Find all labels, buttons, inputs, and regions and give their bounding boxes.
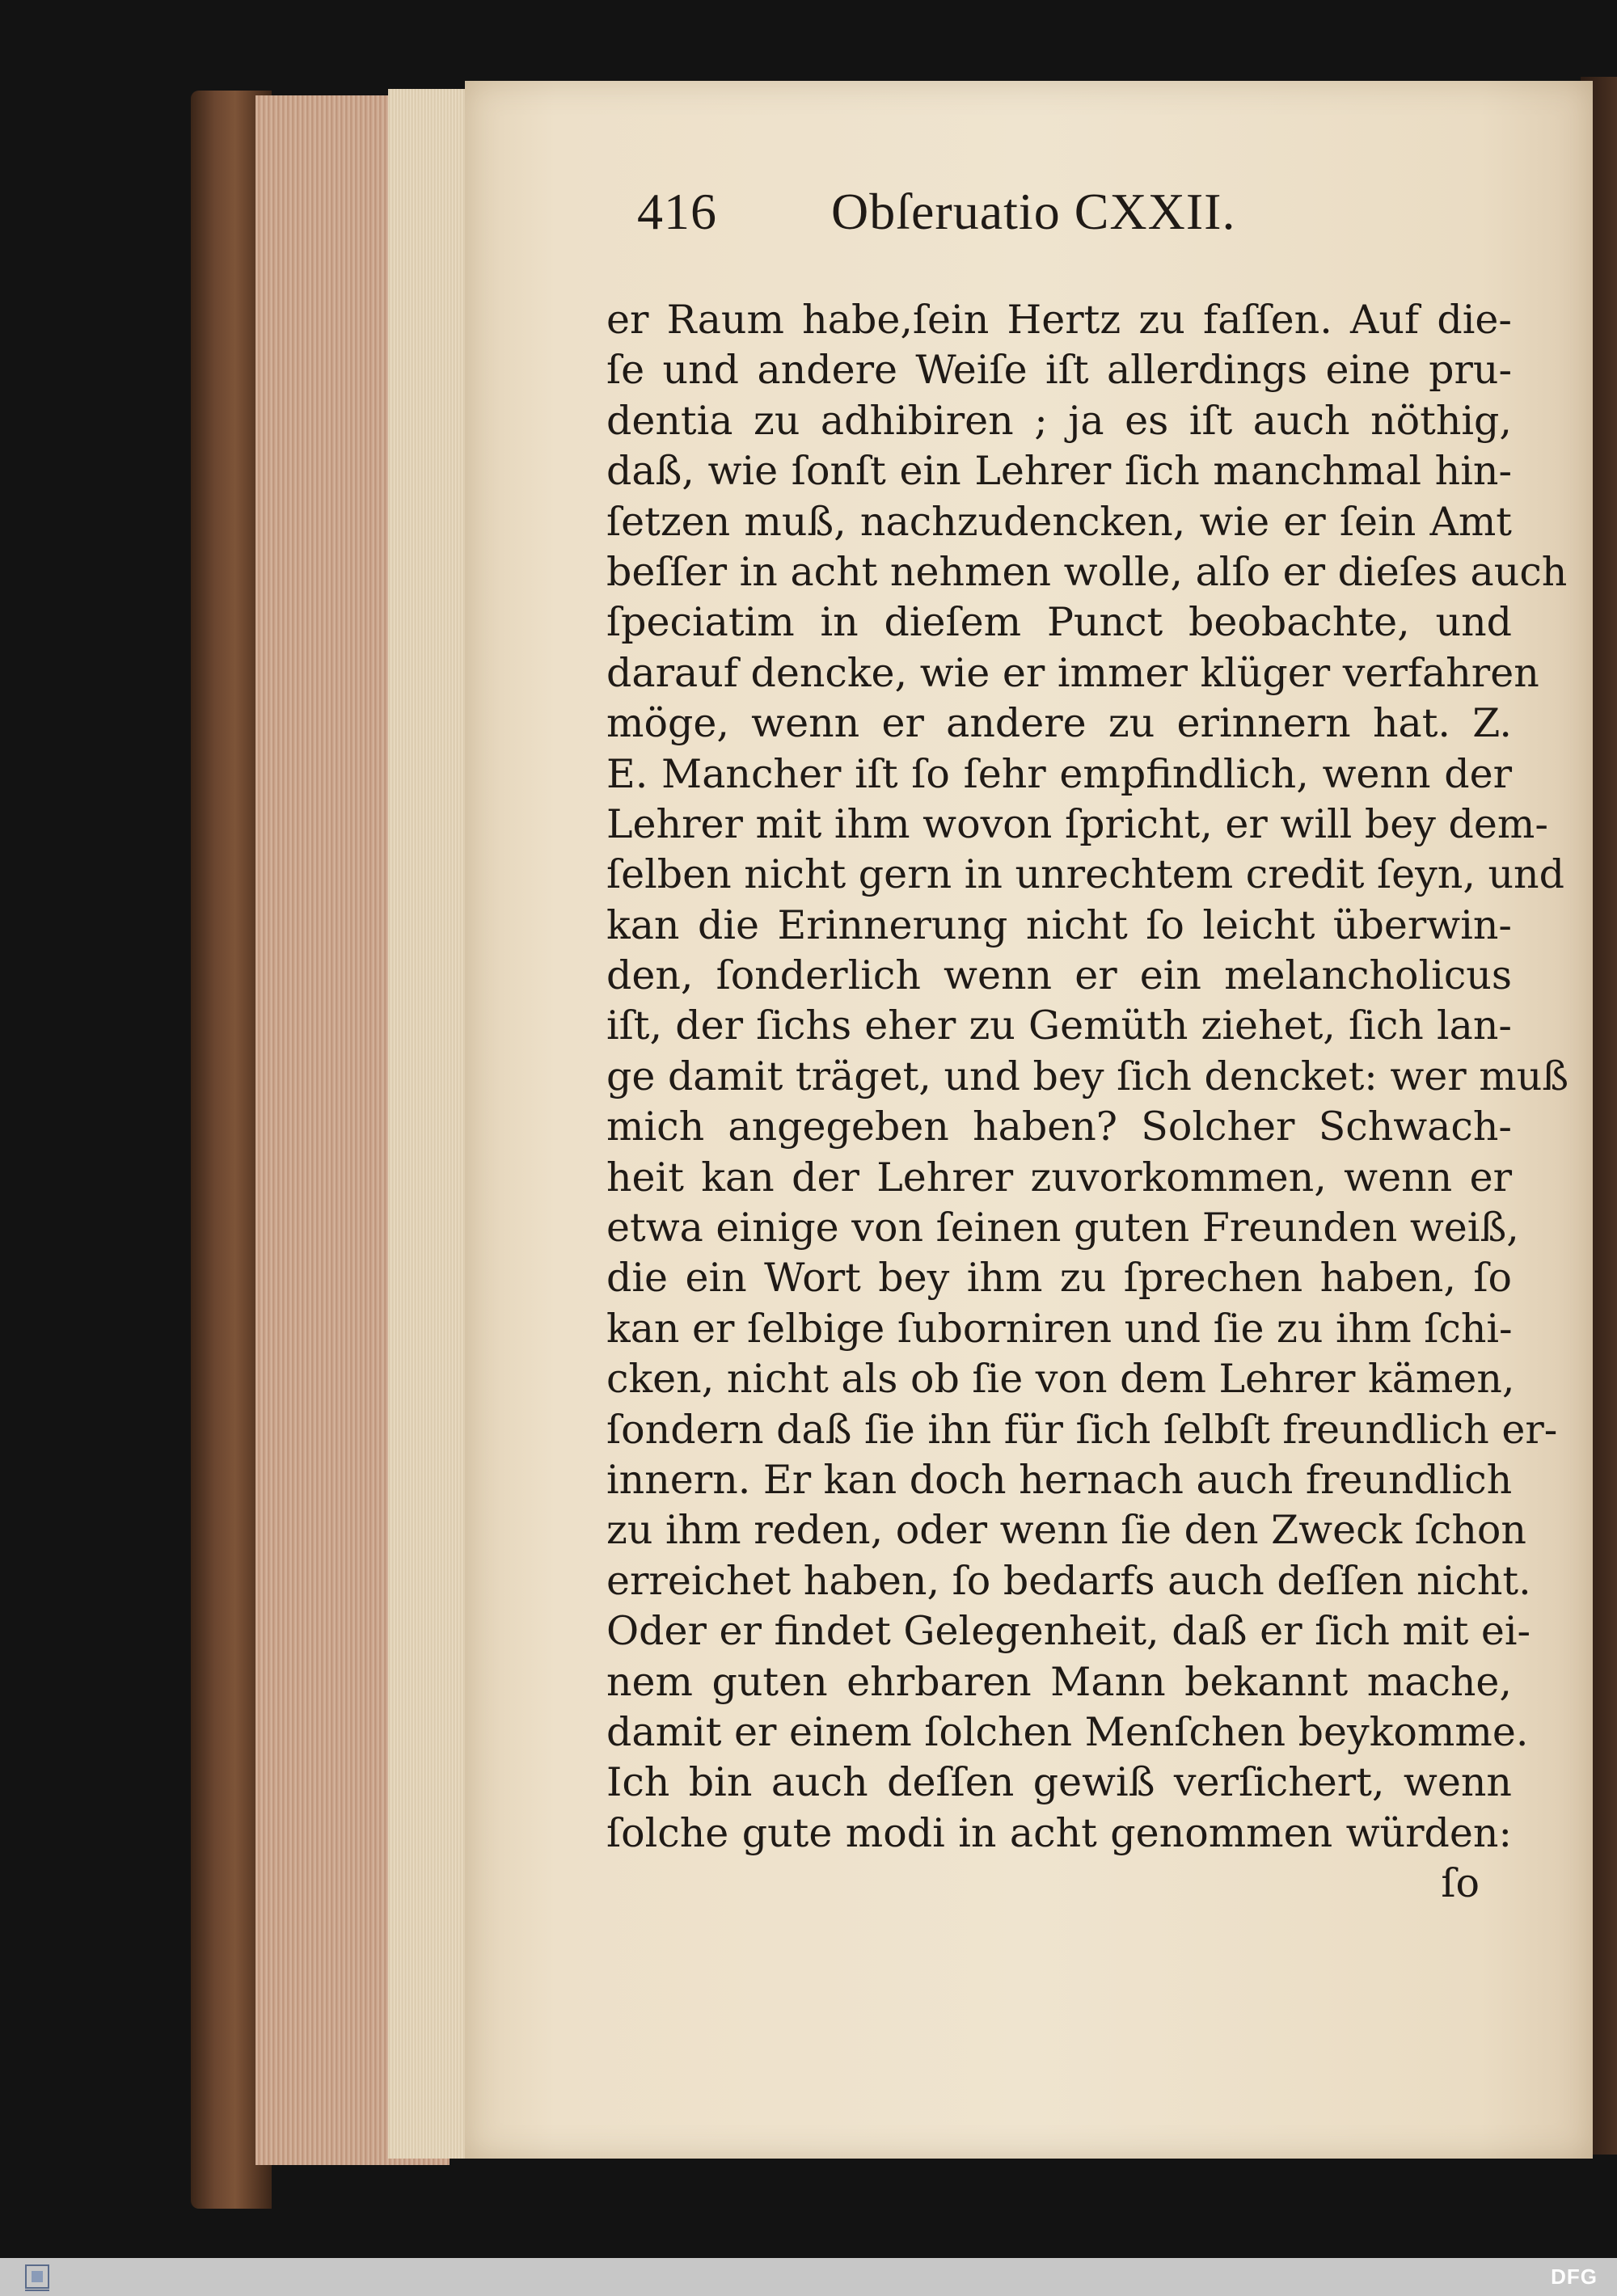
text-line: ſe und andere Weiſe iſt allerdings eine pru- [606,347,1512,394]
text-line: Oder er findet Gelegenheit, daß er ſich mit ei- [606,1608,1531,1655]
running-header [606,182,1512,271]
text-line: mich angegeben haben? Solcher Schwach- [606,1104,1512,1150]
library-logo-svg [23,2262,51,2293]
page-text-block [606,182,1569,1909]
page-block-edge-light [388,89,477,2159]
viewer-footer-bar [0,2258,1617,2296]
text-line: erreichet haben, ſo bedarfs auch deſſen nicht. [606,1557,1531,1604]
text-line: nem guten ehrbaren Mann bekannt mache, [606,1658,1512,1705]
text-line: heit kan der Lehrer zuvorkommen, wenn er [606,1154,1512,1201]
text-line: cken, nicht als ob ſie von dem Lehrer kämen, [606,1356,1515,1403]
page-number: 416 [637,183,717,240]
text-line: Lehrer mit ihm wovon ſpricht, er will bey dem- [606,800,1548,847]
text-line: zu ihm reden, oder wenn ſie den Zweck ſchon [606,1507,1526,1554]
text-line: beſſer in acht nehmen wolle, alſo er dieſes auch [606,548,1568,595]
text-line: E. Mancher iſt ſo ſehr empfindlich, wenn der [606,750,1512,797]
text-line: die ein Wort bey ihm zu ſprechen haben, ſo [606,1255,1512,1302]
body-text [606,295,1569,1859]
library-logo-icon [19,2261,55,2294]
text-line: darauf dencke, wie er immer klüger verfahren [606,649,1539,696]
text-line: ſpeciatim in dieſem Punct beobachte, und [606,599,1512,646]
text-line: möge, wenn er andere zu erinnern hat. Z. [606,700,1512,747]
text-line: innern. Er kan doch hernach auch freundlich [606,1456,1513,1503]
text-line: ge damit träget, und bey ſich dencket: wer muß [606,1053,1569,1099]
text-line: Ich bin auch deſſen gewiß verſichert, wenn [606,1759,1512,1806]
text-line: daß, wie ſonſt ein Lehrer ſich manchmal hin- [606,448,1512,495]
text-line: kan er ſelbige ſuborniren und ſie zu ihm ſchi- [606,1305,1513,1352]
text-line: ſondern daß ſie ihn für ſich ſelbſt freundlich er- [606,1406,1558,1453]
text-line: damit er einem ſolchen Menſchen beykomme. [606,1708,1529,1755]
text-line: ſetzen muß, nachzudencken, wie er ſein Amt [606,498,1512,545]
text-line: ſelben nicht gern in unrechtem credit ſeyn, und [606,851,1564,898]
catchword: ſo [1441,1860,1480,1907]
running-head-title: Obſeruatio CXXII. [831,183,1236,240]
dfg-logo: DFG [1551,2264,1598,2289]
text-line: iſt, der ſichs eher zu Gemüth ziehet, ſich lan- [606,1002,1512,1049]
text-line: dentia zu adhibiren ; ja es iſt auch nöthig, [606,397,1512,444]
text-line: kan die Erinnerung nicht ſo leicht überwin- [606,901,1512,948]
text-line: etwa einige von ſeinen guten Freunden weiß, [606,1205,1519,1251]
text-line: ſolche gute modi in acht genommen würden: [606,1809,1512,1856]
text-line: den, ſonderlich wenn er ein melancholicus [606,952,1512,999]
text-line: er Raum habe,ſein Hertz zu faſſen. Auf die- [606,297,1512,343]
